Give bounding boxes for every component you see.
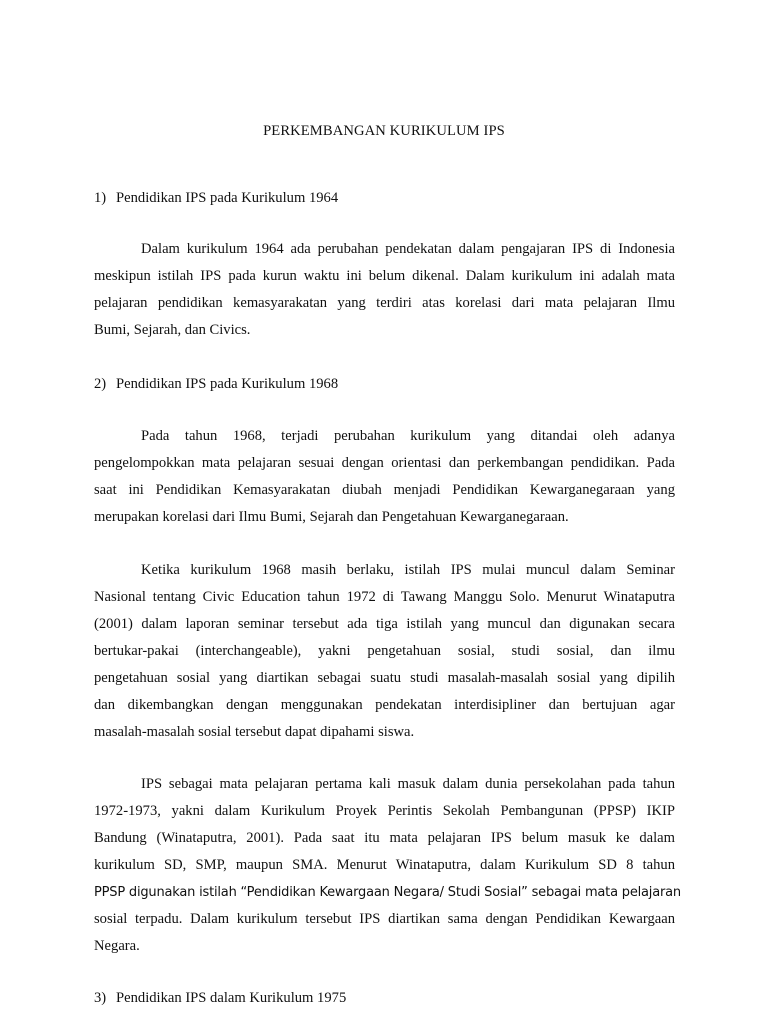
section-number: 3) [94, 990, 107, 1006]
paragraph-line: sosial terpadu. Dalam kurikulum tersebut IPS diartikan sama dengan Pendidikan Kewargaan [94, 911, 675, 927]
paragraph-line: Pada tahun 1968, terjadi perubahan kurikulum yang ditandai oleh adanya [141, 428, 675, 444]
paragraph-line: Ketika kurikulum 1968 masih berlaku, istilah IPS mulai muncul dalam Seminar [141, 562, 675, 578]
section-number: 1) [94, 190, 107, 206]
section-title: Pendidikan IPS pada Kurikulum 1968 [116, 376, 339, 392]
paragraph-1968-b [94, 557, 675, 746]
paragraph-line: kurikulum SD, SMP, maupun SMA. Menurut Winataputra, dalam Kurikulum SD 8 tahun [94, 857, 675, 873]
paragraph-1964 [94, 236, 675, 344]
paragraph-line: Bandung (Winataputra, 2001). Pada saat itu mata pelajaran IPS belum masuk ke dalam [94, 830, 675, 846]
section-title: Pendidikan IPS dalam Kurikulum 1975 [116, 990, 347, 1006]
section-number: 2) [94, 376, 107, 392]
paragraph-line: 1972-1973, yakni dalam Kurikulum Proyek Perintis Sekolah Pembangunan (PPSP) IKIP [94, 803, 675, 819]
paragraph-line: meskipun istilah IPS pada kurun waktu ini belum dikenal. Dalam kurikulum ini adalah mata [94, 268, 675, 284]
paragraph-line: Dalam kurikulum 1964 ada perubahan pendekatan dalam pengajaran IPS di Indonesia [141, 241, 675, 257]
paragraph-line: merupakan korelasi dari Ilmu Bumi, Sejarah dan Pengetahuan Kewarganegaraan. [94, 509, 569, 525]
paragraph-line: pelajaran pendidikan kemasyarakatan yang terdiri atas korelasi dari mata pelajaran Ilmu [94, 295, 675, 311]
paragraph-line: IPS sebagai mata pelajaran pertama kali masuk dalam dunia persekolahan pada tahun [141, 776, 675, 792]
paragraph-line: Nasional tentang Civic Education tahun 1972 di Tawang Manggu Solo. Menurut Winataputra [94, 589, 675, 605]
paragraph-line: pengelompokkan mata pelajaran sesuai dengan orientasi dan perkembangan pendidikan. Pada [94, 455, 675, 471]
paragraph-line: bertukar-pakai (interchangeable), yakni pengetahuan sosial, studi sosial, dan ilmu [94, 643, 675, 659]
paragraph-line: masalah-masalah sosial tersebut dapat dipahami siswa. [94, 724, 415, 740]
paragraph-1968-c [94, 771, 681, 960]
paragraph-line: (2001) dalam laporan seminar tersebut ada tiga istilah yang muncul dan digunakan secara [94, 616, 675, 632]
section-title: Pendidikan IPS pada Kurikulum 1964 [116, 190, 339, 206]
paragraph-line: Bumi, Sejarah, dan Civics. [94, 322, 251, 338]
document-title: PERKEMBANGAN KURIKULUM IPS [263, 123, 505, 139]
paragraph-line: dan dikembangkan dengan menggunakan pendekatan interdisipliner dan bertujuan agar [94, 697, 675, 713]
section-heading-1 [94, 188, 338, 208]
paragraph-line: Negara. [94, 938, 140, 954]
paragraph-line: PPSP digunakan istilah “Pendidikan Kewargaan Negara/ Studi Sosial” sebagai mata pelajaran [94, 885, 681, 900]
paragraph-line: saat ini Pendidikan Kemasyarakatan diubah menjadi Pendidikan Kewarganegaraan yang [94, 482, 675, 498]
section-heading-3 [94, 988, 346, 1008]
paragraph-line: pengetahuan sosial yang diartikan sebagai suatu studi masalah-masalah sosial yang dipilih [94, 670, 675, 686]
section-heading-2 [94, 374, 338, 394]
paragraph-1968-a [94, 423, 675, 531]
